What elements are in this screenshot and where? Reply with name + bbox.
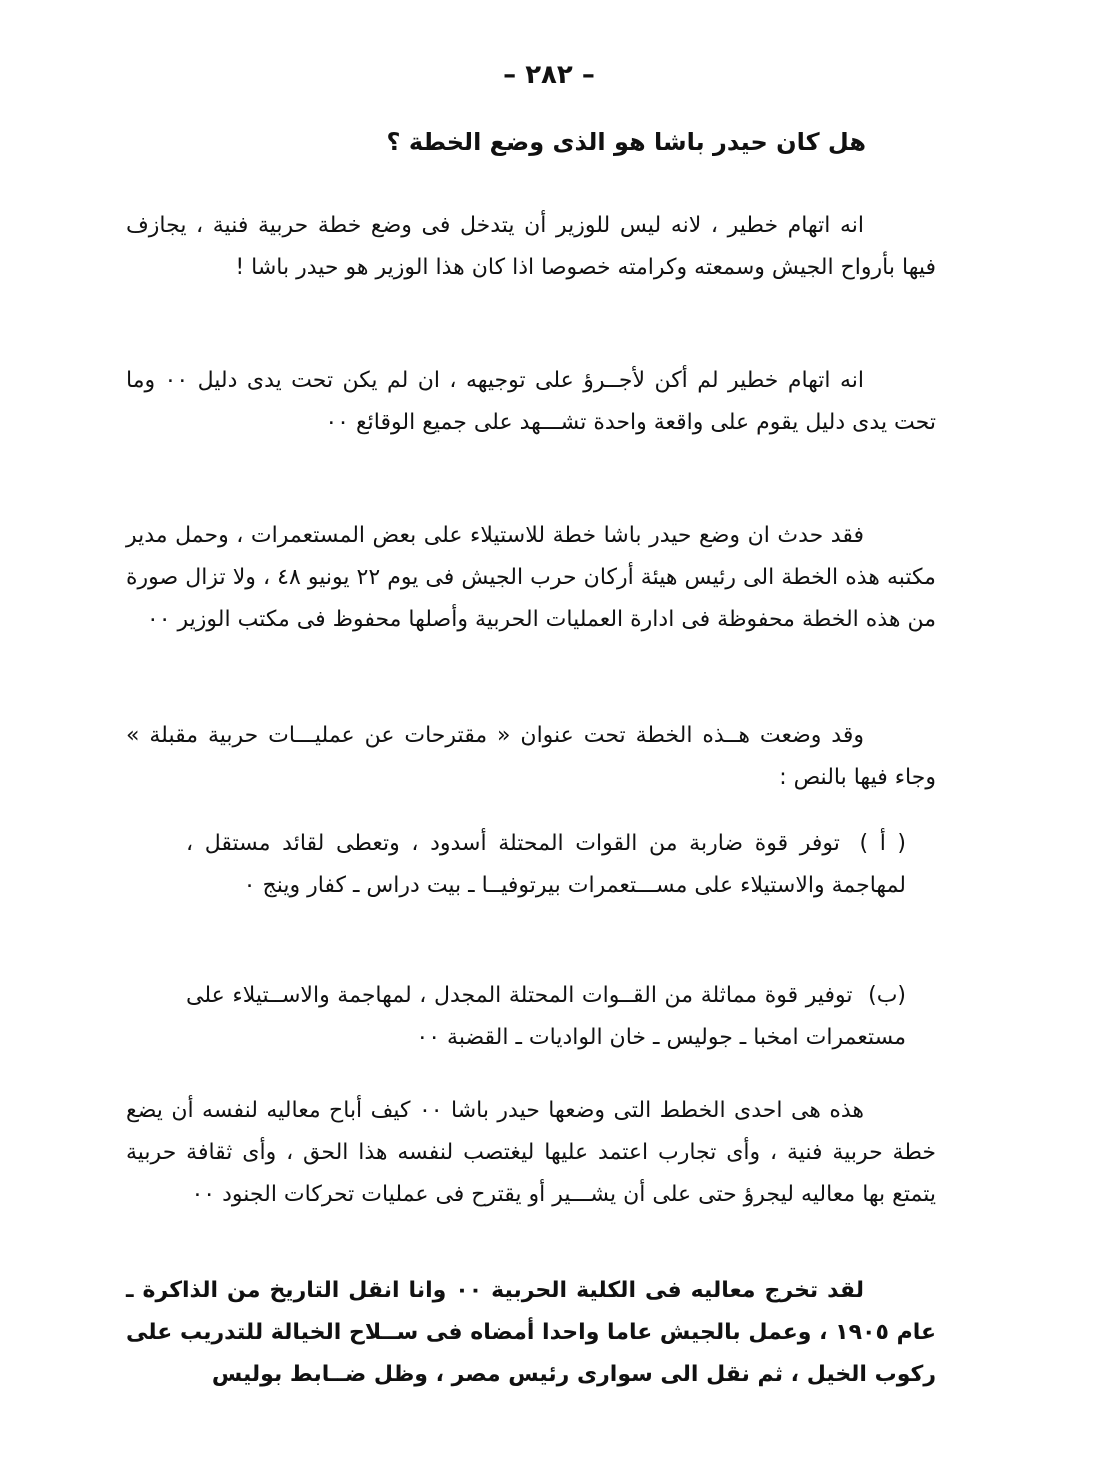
paragraph-5-text: هذه هى احدى الخطط التى وضعها حيدر باشا ٠٠ كيف أباح معاليه لنفسه أن يضع خطة حربية فنية ، وأى تجارب اعتمد عليها ليغتصب لنفسه هذا الحق ، وأى ثقافة حربية يتمتع بها معاليه ليجرؤ حتى على أن يشـــير أو يقترح فى عمليات تحركات الجنود ٠٠ xyxy=(126,1098,936,1207)
list-item-a-text: توفر قوة ضاربة من القوات المحتلة أسدود ، وتعطى لقائد مستقل ، لمهاجمة والاستيلاء على مســـتعمرات بيرتوفيــا ـ بيت دراس ـ كفار وينج ٠ xyxy=(186,831,906,898)
paragraph-2 xyxy=(126,360,936,444)
list-item-b xyxy=(186,975,906,1059)
list-item-a-marker: ( أ ) xyxy=(859,831,907,856)
paragraph-3-text: فقد حدث ان وضع حيدر باشا خطة للاستيلاء على بعض المستعمرات ، وحمل مدير مكتبه هذه الخطة الى رئيس هيئة أركان حرب الجيش فى يوم ٢٢ يونيو ٤٨ ، ولا تزال صورة من هذه الخطة محفوظة فى ادارة العمليات الحربية وأصلها محفوظ فى مكتب الوزير ٠٠ xyxy=(126,523,936,632)
paragraph-1-text: انه اتهام خطير ، لانه ليس للوزير أن يتدخل فى وضع خطة حربية فنية ، يجازف فيها بأرواح الجيش وسمعته وكرامته خصوصا اذا كان هذا الوزير هو حيدر باشا ! xyxy=(126,213,936,280)
paragraph-1 xyxy=(126,205,936,289)
list-item-a xyxy=(186,823,906,907)
paragraph-6 xyxy=(126,1270,936,1396)
paragraph-2-text: انه اتهام خطير لم أكن لأجــرؤ على توجيهه ، ان لم يكن تحت يدى دليل ٠٠ وما تحت يدى دليل يقوم على واقعة واحدة تشـــهد على جميع الوقائع ٠٠ xyxy=(126,368,936,435)
list-item-b-marker: (ب) xyxy=(868,983,906,1008)
paragraph-3 xyxy=(126,515,936,641)
list-item-b-text: توفير قوة مماثلة من القــوات المحتلة المجدل ، لمهاجمة والاســتيلاء على مستعمرات امخبا ـ جوليس ـ خان الواديات ـ القضبة ٠٠ xyxy=(186,983,906,1050)
paragraph-6-text: لقد تخرج معاليه فى الكلية الحربية ٠٠ وانا انقل التاريخ من الذاكرة ـ عام ١٩٠٥ ، وعمل بالجيش عاما واحدا أمضاه فى ســلاح الخيالة للتدريب على ركوب الخيل ، ثم نقل الى سوارى رئيس مصر ، وظل ضــابط بوليس xyxy=(126,1278,936,1387)
paragraph-4 xyxy=(126,715,936,799)
paragraph-4-text: وقد وضعت هــذه الخطة تحت عنوان « مقترحات عن عمليـــات حربية مقبلة » وجاء فيها بالنص : xyxy=(126,723,936,790)
page-number: – ٢٨٢ – xyxy=(503,60,595,90)
section-heading: هل كان حيدر باشا هو الذى وضع الخطة ؟ xyxy=(386,128,866,156)
paragraph-5 xyxy=(126,1090,936,1216)
